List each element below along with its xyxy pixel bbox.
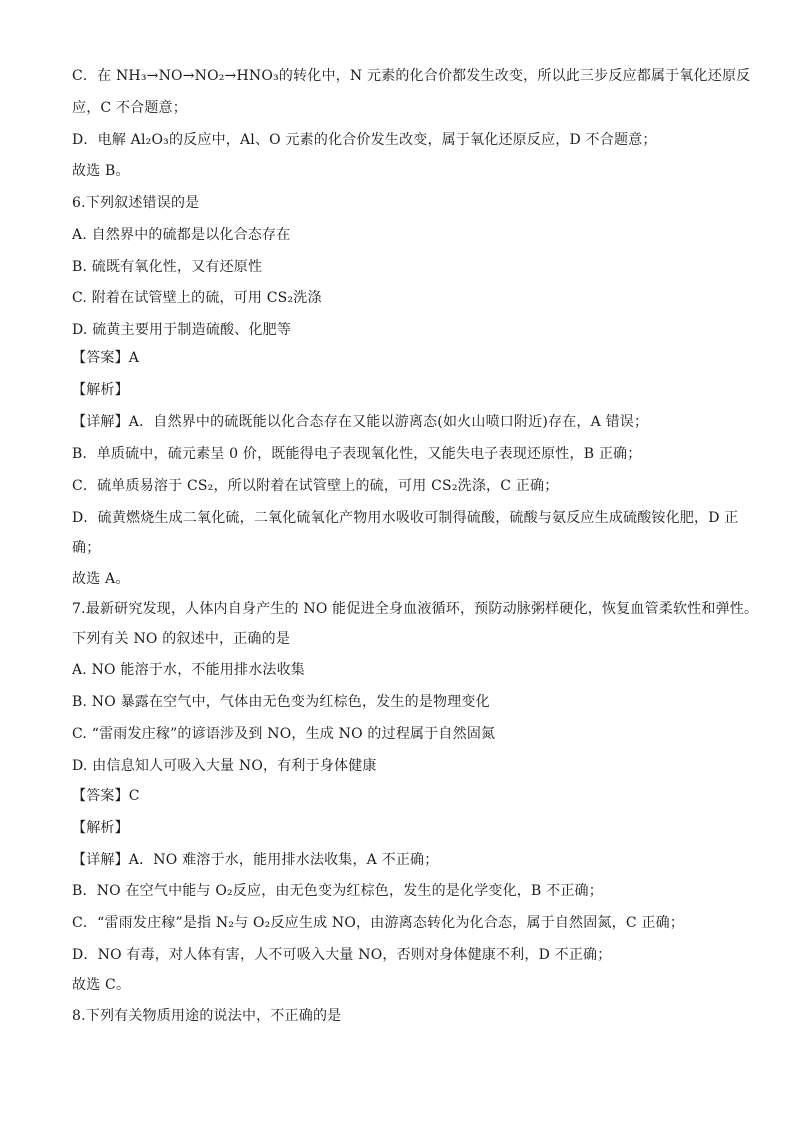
explanation-line: C．“雷雨发庄稼”是指 N₂与 O₂反应生成 NO，由游离态转化为化合态，属于自然固氮，C 正确； bbox=[72, 915, 685, 931]
explanation-line: B．单质硫中，硫元素呈 0 价，既能得电子表现氧化性，又能失电子表现还原性，B 正确； bbox=[72, 446, 642, 462]
question-title: 6.下列叙述错误的是 bbox=[72, 195, 200, 211]
option-c: C. “雷雨发庄稼”的谚语涉及到 NO，生成 NO 的过程属于自然固氮 bbox=[72, 726, 496, 742]
analysis-label: 【解析】 bbox=[72, 820, 129, 836]
explanation-line: 确； bbox=[72, 540, 101, 556]
text-line: 应，C 不合题意； bbox=[72, 100, 187, 116]
explanation-line: C．硫单质易溶于 CS₂，所以附着在试管壁上的硫，可用 CS₂洗涤，C 正确； bbox=[72, 478, 559, 494]
question-title: 7.最新研究发现，人体内自身产生的 NO 能促进全身血液循环，预防动脉粥样硬化，恢复血管柔软性和弹性。 bbox=[72, 601, 759, 617]
option-c: C. 附着在试管壁上的硫，可用 CS₂洗涤 bbox=[72, 290, 322, 306]
explanation-line: 【详解】A．自然界中的硫既能以化合态存在又能以游离态(如火山喷口附近)存在，A 错误； bbox=[72, 414, 649, 430]
option-b: B. NO 暴露在空气中，气体由无色变为红棕色，发生的是物理变化 bbox=[72, 694, 490, 710]
explanation-line: 【详解】A．NO 难溶于水，能用排水法收集，A 不正确； bbox=[72, 852, 439, 868]
option-a: A. NO 能溶于水，不能用排水法收集 bbox=[72, 662, 305, 678]
question-title: 8.下列有关物质用途的说法中，不正确的是 bbox=[72, 1008, 342, 1024]
option-a: A. 自然界中的硫都是以化合态存在 bbox=[72, 227, 291, 243]
option-b: B. 硫既有氧化性，又有还原性 bbox=[72, 259, 263, 275]
explanation-line: B．NO 在空气中能与 O₂反应，由无色变为红棕色，发生的是化学变化，B 不正确； bbox=[72, 883, 603, 899]
text-line: D．电解 Al₂O₃的反应中，Al、O 元素的化合价发生改变，属于氧化还原反应，D 不合题意； bbox=[72, 132, 657, 148]
text-line: 故选 C。 bbox=[72, 977, 131, 993]
explanation-line: D．硫黄燃烧生成二氧化硫，二氧化硫氧化产物用水吸收可制得硫酸，硫酸与氨反应生成硫酸铵化肥，D 正 bbox=[72, 510, 739, 526]
option-d: D. 硫黄主要用于制造硫酸、化肥等 bbox=[72, 322, 292, 338]
option-d: D. 由信息知人可吸入大量 NO，有利于身体健康 bbox=[72, 758, 377, 774]
analysis-label: 【解析】 bbox=[72, 382, 129, 398]
text-line: C．在 NH₃→NO→NO₂→HNO₃的转化中，N 元素的化合价都发生改变，所以此三步反应都属于氧化还原反 bbox=[72, 68, 751, 84]
answer-label: 【答案】A bbox=[72, 350, 140, 366]
answer-label: 【答案】C bbox=[72, 788, 140, 804]
question-title: 下列有关 NO 的叙述中，正确的是 bbox=[72, 631, 291, 647]
explanation-line: D．NO 有毒，对人体有害，人不可吸入大量 NO，否则对身体健康不利，D 不正确； bbox=[72, 947, 612, 963]
text-line: 故选 B。 bbox=[72, 163, 130, 179]
text-line: 故选 A。 bbox=[72, 571, 130, 587]
